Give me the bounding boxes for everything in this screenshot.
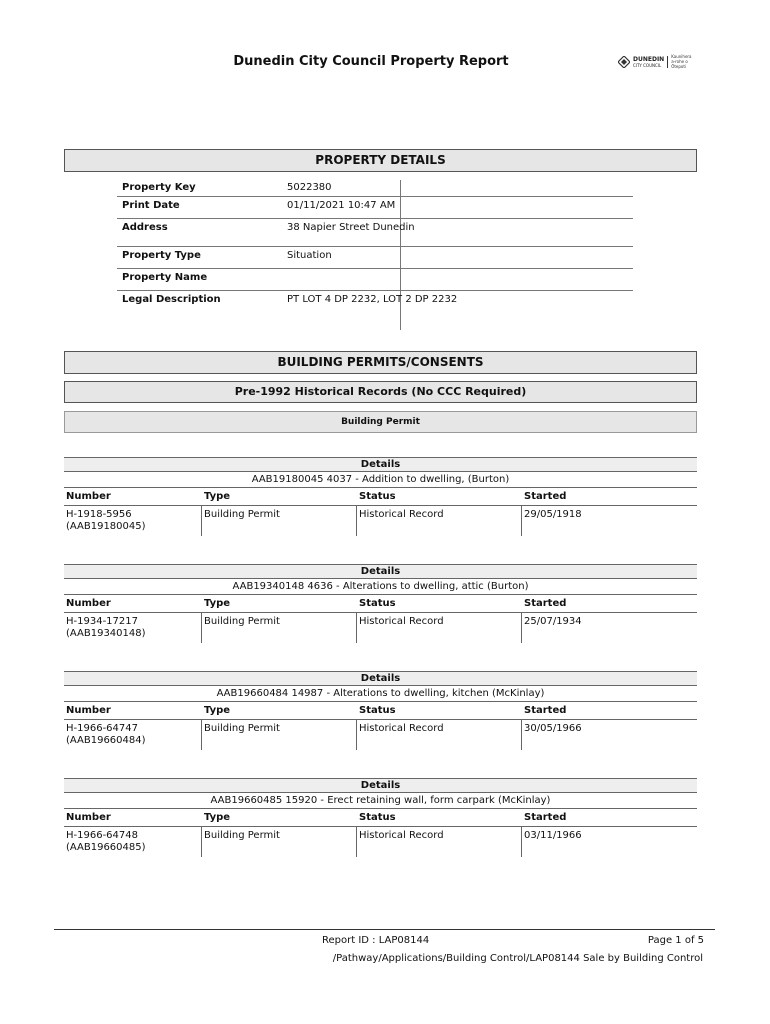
report-title: Dunedin City Council Property Report [233,54,509,69]
permit-description: AAB19660484 14987 - Alterations to dwelling, kitchen (McKinlay) [64,686,697,702]
address-label: Address [122,222,168,233]
details-header: Details [64,778,697,793]
property-row [117,219,633,247]
permit-number: H-1966-64748 (AAB19660485) [66,830,146,853]
legal-description-value: PT LOT 4 DP 2232, LOT 2 DP 2232 [287,294,458,305]
building-permit-category: Building Permit [64,411,697,433]
number-column-header: Number [66,491,111,502]
column-headers [64,702,697,720]
permit-started: 25/07/1934 [524,616,582,627]
property-row [117,291,633,330]
permit-status: Historical Record [359,830,444,841]
type-column-header: Type [204,705,231,716]
type-column-header: Type [204,812,231,823]
print-date-value: 01/11/2021 10:47 AM [287,200,396,211]
property-details-table [117,180,633,330]
permit-description: AAB19340148 4636 - Alterations to dwelling, attic (Burton) [64,579,697,595]
status-column-header: Status [359,598,396,609]
column-headers [64,488,697,506]
print-date-label: Print Date [122,200,180,211]
type-column-header: Type [204,491,231,502]
logo-divider [667,56,668,68]
permit-number: H-1918-5956 (AAB19180045) [66,509,146,532]
details-header: Details [64,671,697,686]
permit-record [64,564,697,643]
property-key-value: 5022380 [287,182,332,193]
permit-status: Historical Record [359,723,444,734]
dcc-crest-icon [618,56,630,68]
legal-description-label: Legal Description [122,294,221,305]
details-header: Details [64,564,697,579]
status-column-header: Status [359,491,396,502]
building-permits-heading: BUILDING PERMITS/CONSENTS [64,351,697,374]
property-details-heading: PROPERTY DETAILS [64,149,697,172]
permit-status: Historical Record [359,509,444,520]
number-column-header: Number [66,812,111,823]
permit-record [64,778,697,857]
property-row [117,269,633,291]
permit-number: H-1966-64747 (AAB19660484) [66,723,146,746]
report-path: /Pathway/Applications/Building Control/LAP08144 Sale by Building Control [332,953,703,964]
status-column-header: Status [359,705,396,716]
property-row [117,247,633,269]
permit-number: H-1934-17217 (AAB19340148) [66,616,146,639]
started-column-header: Started [524,812,567,823]
address-value: 38 Napier Street Dunedin [287,222,415,233]
type-column-header: Type [204,598,231,609]
status-column-header: Status [359,812,396,823]
column-headers [64,809,697,827]
permit-started: 30/05/1966 [524,723,582,734]
permit-started: 29/05/1918 [524,509,582,520]
property-row [117,180,633,197]
number-column-header: Number [66,598,111,609]
permit-description: AAB19180045 4037 - Addition to dwelling, (Burton) [64,472,697,488]
permit-type: Building Permit [204,723,280,734]
property-row [117,197,633,219]
property-type-value: Situation [287,250,332,261]
permit-status: Historical Record [359,616,444,627]
logo-maori-text: Kaunihera a-rohe o Ōtepoti [671,54,692,69]
property-type-label: Property Type [122,250,201,261]
permit-started: 03/11/1966 [524,830,582,841]
permit-description: AAB19660485 15920 - Erect retaining wall, form carpark (McKinlay) [64,793,697,809]
footer-divider [54,929,715,930]
permit-type: Building Permit [204,509,280,520]
started-column-header: Started [524,491,567,502]
permit-record [64,671,697,750]
permit-values-row [64,720,697,750]
page-number: Page 1 of 5 [647,935,704,946]
permit-values-row [64,827,697,857]
details-header: Details [64,457,697,472]
dunedin-logo [618,54,692,69]
permit-values-row [64,613,697,643]
historical-records-heading: Pre-1992 Historical Records (No CCC Required) [64,381,697,403]
number-column-header: Number [66,705,111,716]
started-column-header: Started [524,598,567,609]
permit-type: Building Permit [204,830,280,841]
property-name-label: Property Name [122,272,208,283]
column-headers [64,595,697,613]
started-column-header: Started [524,705,567,716]
permit-values-row [64,506,697,536]
logo-wordmark: DUNEDIN CITY COUNCIL [633,55,665,68]
permit-record [64,457,697,536]
permit-type: Building Permit [204,616,280,627]
property-key-label: Property Key [122,182,196,193]
report-id: Report ID : LAP08144 [322,935,430,946]
